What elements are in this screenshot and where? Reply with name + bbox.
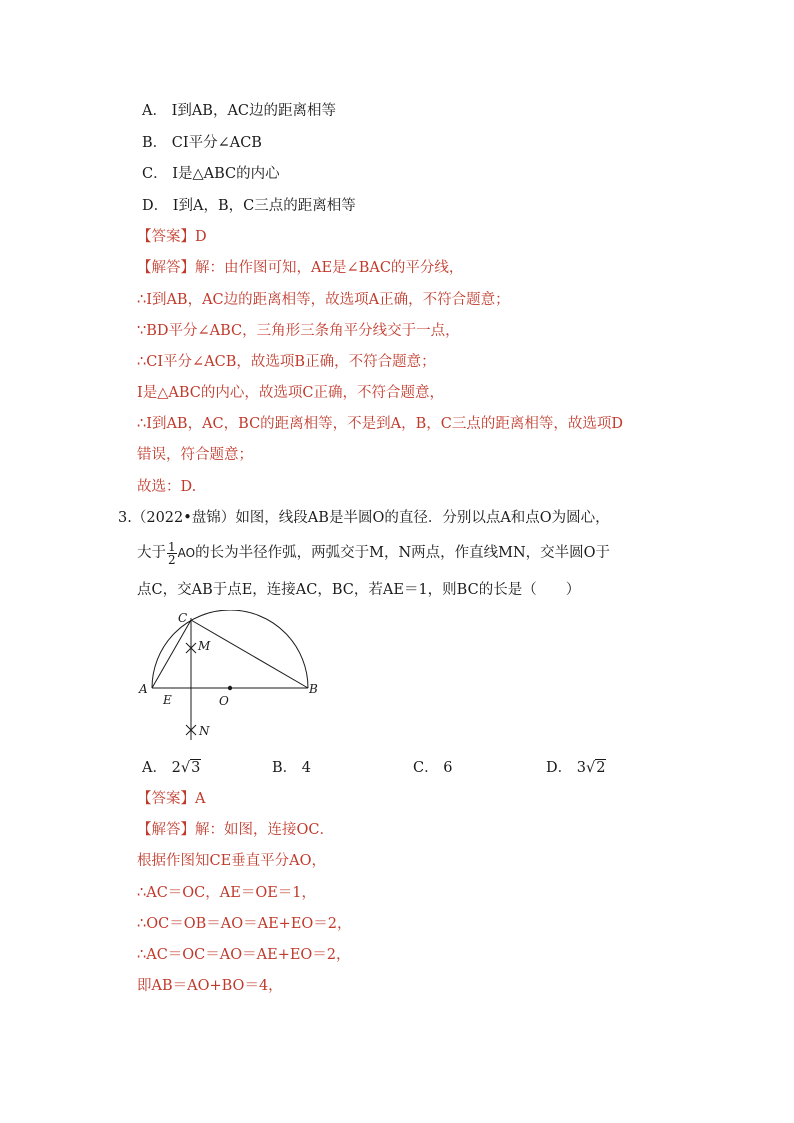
q3-option-a — [142, 758, 201, 778]
q2-answer — [137, 227, 207, 247]
segment-bc — [191, 620, 308, 688]
q2-option-a — [142, 101, 336, 121]
q2-solution-line-6: ∴I到AB，AC，BC的距离相等，不是到A，B，C三点的距离相等，故选项D — [137, 416, 624, 432]
label-e: E — [163, 693, 172, 707]
q3-solution-line-1 — [137, 820, 334, 840]
option-text: CI平分∠ACB — [171, 135, 262, 151]
option-letter: D． — [546, 760, 573, 776]
q3-option-b — [272, 758, 311, 778]
answer-tag: 【答案】 — [137, 229, 195, 245]
option-letter: A． — [142, 760, 167, 776]
label-m: M — [198, 639, 211, 653]
option-letter: C． — [413, 760, 439, 776]
semicircle-arc — [152, 610, 308, 688]
q2-solution-line-2: ∴I到AB，AC边的距离相等，故选项A正确，不符合题意； — [137, 292, 510, 308]
q3-solution-line-5: ∴AC＝OC＝AO＝AE+EO＝2， — [137, 947, 351, 963]
q2-solution-line-1 — [137, 258, 463, 278]
q3-solution-line-6: 即AB＝AO+BO＝4， — [137, 978, 283, 994]
q3-answer — [137, 789, 205, 809]
option-text: 6 — [443, 760, 453, 776]
q2-solution-line-4: ∴CI平分∠ACB，故选项B正确，不符合题意； — [137, 354, 436, 370]
q3-solution-line-2: 根据作图知CE垂直平分AO， — [137, 853, 327, 869]
q2-option-c — [142, 164, 280, 184]
q3-stem-line-3: 点C，交AB于点E，连接AC，BC，若AE＝1，则BC的长是（ ） — [137, 582, 581, 598]
segment-ac — [152, 620, 191, 688]
q3-stem-line-1 — [118, 508, 610, 528]
option-letter: C． — [142, 166, 168, 182]
option-letter: D． — [142, 198, 169, 214]
radicand: 3 — [191, 760, 201, 776]
q3-option-c — [413, 758, 452, 778]
label-n: N — [199, 724, 210, 738]
solution-tag: 【解答】 — [137, 260, 195, 276]
option-coef: 2 — [171, 760, 181, 776]
label-o: O — [219, 694, 229, 708]
option-text: I到A，B，C三点的距离相等 — [172, 198, 356, 214]
answer-value: D — [195, 229, 207, 245]
question-source: （2022•盘锦） — [131, 510, 236, 526]
stem-text: 如图，线段AB是半圆O的直径．分别以点A和点O为圆心， — [235, 510, 610, 526]
option-letter: A． — [142, 103, 167, 119]
option-letter: B． — [142, 135, 168, 151]
q3-solution-line-3: ∴AC＝OC，AE＝OE＝1， — [137, 885, 317, 901]
solution-tag: 【解答】 — [137, 822, 195, 838]
solution-text: 解：由作图可知，AE是∠BAC的平分线， — [195, 260, 464, 276]
sqrt-sign: √3 — [180, 760, 201, 776]
q3-option-d — [546, 758, 606, 778]
fraction-denominator: 2 — [168, 552, 176, 567]
q2-solution-line-5: I是△ABC的内心，故选项C正确，不符合题意， — [137, 385, 444, 401]
q3-stem-line-2 — [137, 540, 610, 566]
option-letter: B． — [272, 760, 298, 776]
option-text: I是△ABC的内心 — [172, 166, 280, 182]
ao-label: AO — [177, 546, 196, 560]
label-a: A — [139, 682, 148, 696]
q2-option-b — [142, 133, 262, 153]
center-point-o — [228, 686, 232, 690]
option-text: I到AB，AC边的距离相等 — [171, 103, 337, 119]
radicand: 2 — [596, 760, 606, 776]
question-number: 3. — [118, 510, 132, 526]
q2-option-d — [142, 196, 356, 216]
fraction — [167, 541, 177, 566]
stem-text: 的长为半径作弧，两弧交于M，N两点，作直线MN，交半圆O于 — [195, 545, 611, 561]
label-b: B — [309, 682, 318, 696]
q3-solution-line-4: ∴OC＝OB＝AO＝AE+EO＝2， — [137, 916, 352, 932]
fraction-numerator: 1 — [168, 539, 176, 554]
sqrt-sign: √2 — [585, 760, 606, 776]
q2-solution-line-8: 故选：D. — [137, 479, 197, 495]
answer-value: A — [195, 791, 206, 807]
q2-solution-line-3: ∵BD平分∠ABC，三角形三条角平分线交于一点， — [137, 323, 460, 339]
stem-text: 大于 — [137, 545, 166, 561]
label-c: C — [178, 611, 188, 625]
option-text: 4 — [301, 760, 311, 776]
answer-tag: 【答案】 — [137, 791, 195, 807]
option-coef: 3 — [576, 760, 586, 776]
solution-text: 解：如图，连接OC． — [195, 822, 334, 838]
q2-solution-line-7: 错误，符合题意； — [137, 447, 253, 463]
semicircle-figure — [135, 610, 335, 745]
